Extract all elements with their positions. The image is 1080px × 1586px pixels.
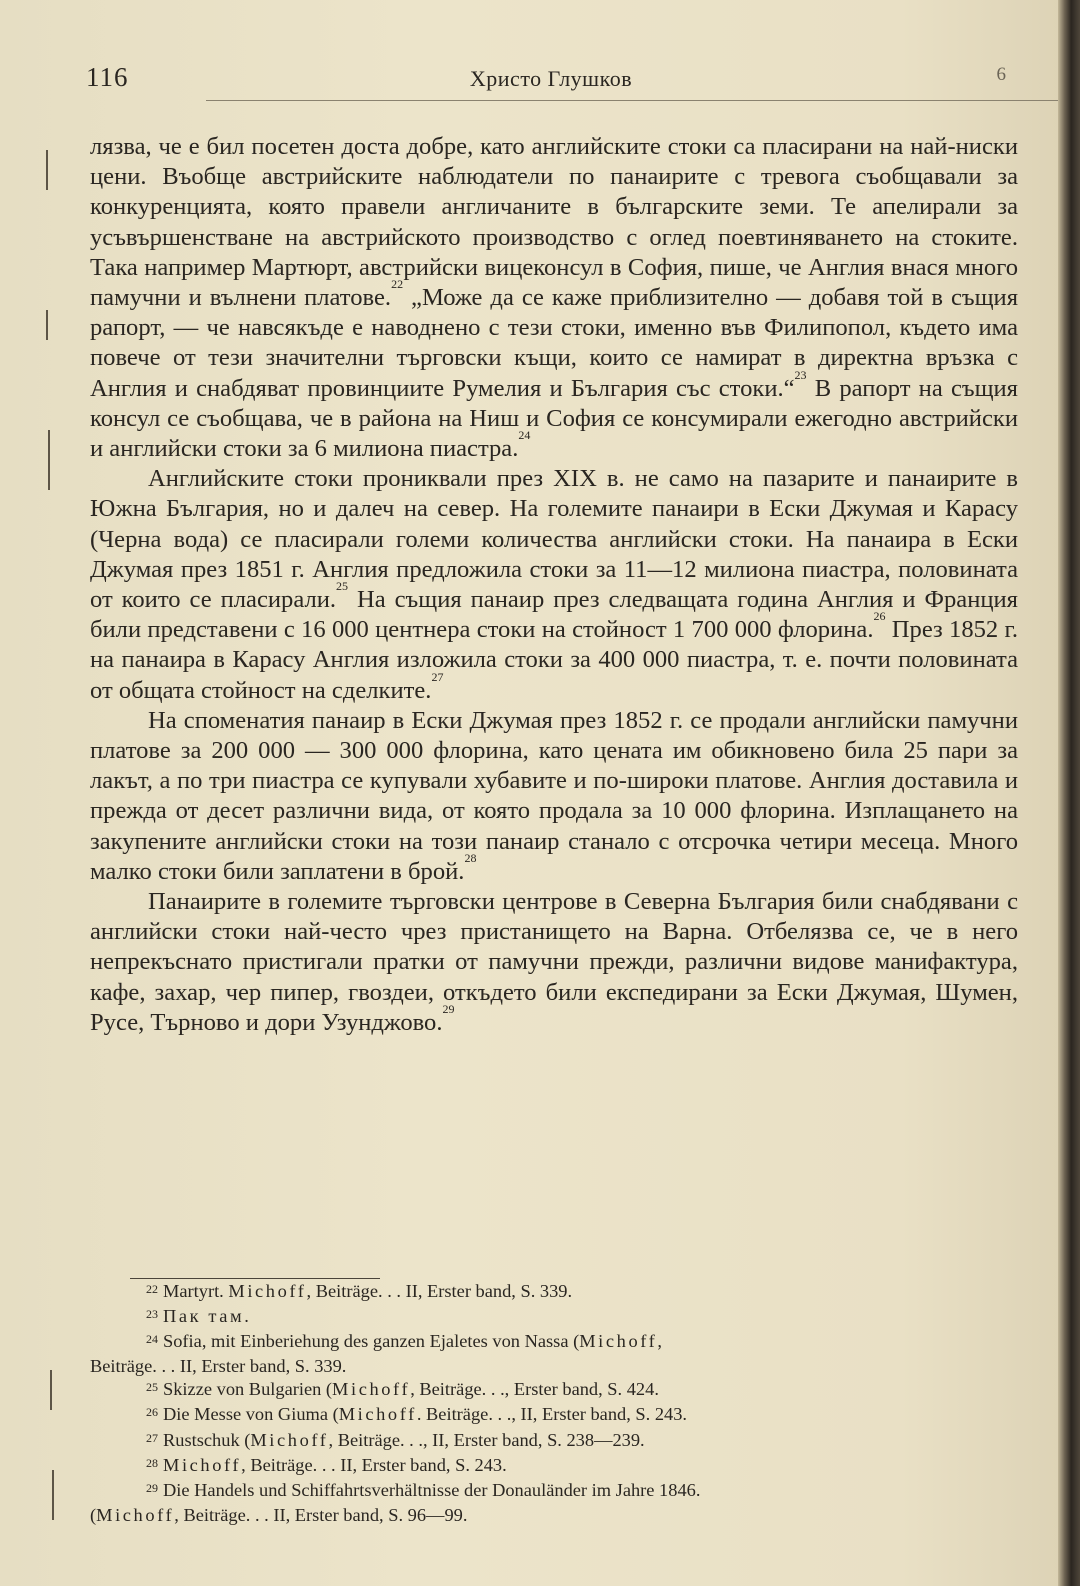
paragraph <box>90 464 1018 706</box>
footnote <box>90 1454 1016 1479</box>
footnote-continuation <box>90 1504 1016 1527</box>
footnote-number: 27 <box>146 1430 158 1445</box>
footnote-text: Die Handels und Schiffahrtsverhältnisse der Donauländer im Jahre 1846. <box>163 1479 701 1500</box>
signature-mark: 6 <box>996 64 1006 85</box>
paragraph <box>90 132 1018 464</box>
footnote-text: , Beiträge. . . II, Erster band, S. 243. <box>241 1454 507 1475</box>
footnote-ref[interactable]: 27 <box>431 669 444 684</box>
footnote-author: Michoff <box>338 1404 417 1425</box>
footnote-number: 26 <box>146 1405 158 1420</box>
footnote <box>90 1479 1016 1504</box>
footnote-number: 25 <box>146 1380 158 1395</box>
footnote-text: Die Messe von Giuma ( <box>163 1404 339 1425</box>
footnote-text: , <box>657 1331 662 1352</box>
footnote-number: 23 <box>146 1307 158 1322</box>
text-run: Английските стоки прониквали през XIX в. не само на пазарите и панаирите в Южна България, но и далеч на север. На големите панаири в Ески Джумая и Карасу (Черна вода) се пласирали големи количества английски стоки. На панаира в Ески Джумая през 1851 г. Англия предложила стоки за 11—12 милиона пиастра, половината от които се пласирали. <box>90 465 1018 614</box>
footnote-text: Skizze von Bulgarien ( <box>163 1379 333 1400</box>
page-header <box>86 62 1016 102</box>
footnote-text: . Beiträge. . ., II, Erster band, S. 243. <box>416 1404 688 1425</box>
footnote-text: Martyrt. <box>163 1281 229 1301</box>
footnote-ref[interactable]: 25 <box>336 579 349 594</box>
text-run: лязва, че е бил посетен доста добре, като английските стоки са пласирани на най-ниски цени. Въобще австрийските наблюдатели по панаирите с тревога съобщавали за конкуренцията, която правели англичаните в българските земи. Те апелирали за усъвършенстване на австрийското производство с оглед поевтиняването на стоките. Така например Мартюрт, австрийски вицеконсул в София, пише, че Англия внася много памучни и вълнени платове. <box>90 133 1018 312</box>
margin-pencil-mark <box>48 430 50 490</box>
footnote-author: Michoff <box>250 1429 329 1450</box>
margin-pencil-mark <box>46 150 48 190</box>
footnote-author: Michoff <box>332 1379 411 1400</box>
footnote-text: Rustschuk ( <box>163 1429 251 1450</box>
footnote-author: Michoff <box>579 1331 658 1352</box>
paragraph <box>90 887 1018 1038</box>
footnote <box>90 1280 1016 1305</box>
footnote-number: 24 <box>146 1332 158 1347</box>
footnote-author: Пак там. <box>163 1306 252 1327</box>
footnote-number: 28 <box>146 1455 158 1470</box>
footnote <box>90 1429 1016 1454</box>
paragraph <box>90 706 1018 887</box>
text-run: През 1852 г. на панаира в Карасу Англия изложила стоки за 400 000 пиастра, т. е. почти половината от общата стойност на сделките. <box>90 616 1018 704</box>
text-run: На споменатия панаир в Ески Джумая през 1852 г. се продали английски памучни платове за 200 000 — 300 000 флорина, като цената им обикновено била 25 пари за лакът, а по три пиастра се купували хубавите и по-широки платове. Англия доставила и прежда от десет различни вида, от която продала за 10 000 флорина. Изплащането на закупените английски стоки на този панаир станало с отсрочка четири месеца. Много малко стоки били заплатени в брой. <box>90 706 1018 885</box>
footnote-rule <box>130 1278 380 1279</box>
footnote-author: Michoff <box>96 1504 175 1525</box>
footnote-text: , Beiträge. . . II, Erster band, S. 339. <box>306 1281 573 1301</box>
footnote-number: 22 <box>146 1282 158 1296</box>
footnote-text: , Beiträge. . ., II, Erster band, S. 238—239. <box>328 1429 645 1450</box>
book-spine-shadow <box>1058 0 1080 1586</box>
footnote-continuation <box>90 1355 1016 1378</box>
footnote <box>90 1378 1016 1403</box>
footnote-ref[interactable]: 29 <box>442 1001 455 1016</box>
text-run: В рапорт на същия консул се съобщава, че в района на Ниш и София се консумирали ежегодно австрийски и английски стоки за 6 милиона пиастра. <box>90 374 1018 463</box>
running-title: Христо Глушков <box>469 66 633 91</box>
header-rule <box>206 100 1076 101</box>
footnote-ref[interactable]: 24 <box>518 428 531 443</box>
footnote-text: , Beiträge. . . II, Erster band, S. 96—99. <box>174 1504 468 1525</box>
footnotes <box>90 1280 1016 1527</box>
footnote-ref[interactable]: 26 <box>873 609 886 624</box>
footnote-text: , Beiträge. . ., Erster band, S. 424. <box>410 1379 659 1400</box>
footnote-text: ( <box>90 1504 97 1525</box>
main-text <box>90 132 1018 1038</box>
margin-pencil-mark <box>46 310 48 340</box>
footnote-ref[interactable]: 28 <box>464 850 477 865</box>
footnote <box>90 1305 1016 1330</box>
footnote <box>90 1330 1016 1355</box>
footnote-author: Michoff <box>163 1454 242 1475</box>
footnote-text: Beiträge. . . II, Erster band, S. 339. <box>90 1356 347 1377</box>
margin-pencil-mark <box>50 1370 52 1410</box>
footnote <box>90 1403 1016 1428</box>
footnote-ref[interactable]: 22 <box>391 277 404 292</box>
text-run: На същия панаир през следващата година Англия и Франция били представени с 16 000 центнера стоки на стойност 1 700 000 флорина. <box>90 586 1018 644</box>
footnote-text: Sofia, mit Einberiehung des ganzen Ejaletes von Nassa ( <box>163 1331 580 1352</box>
footnote-author: Michoff <box>228 1281 307 1301</box>
margin-pencil-mark <box>52 1470 54 1520</box>
footnote-number: 29 <box>146 1480 158 1495</box>
text-run: Панаирите в големите търговски центрове в Северна България били снабдявани с английски стоки най-често чрез пристанището на Варна. Отбелязва се, че в него непрекъснато пристигали пратки от памучни прежди, различни видове манифактура, кафе, захар, чер пипер, гвоздеи, откъдето били експедирани за Ески Джумая, Шумен, Русе, Търново и дори Узунджово. <box>90 888 1018 1036</box>
footnote-ref[interactable]: 23 <box>794 367 807 382</box>
text-run: „Може да се каже приблизително — добавя той в същия рапорт, — че навсякъде е наводнено с тези стоки, именно във Филипопол, където има повече от тези значителни търговски къщи, които се намират в директна връзка с Англия и снабдяват провинциите Румелия и България със стоки.“ <box>90 284 1019 402</box>
page-number: 116 <box>86 62 129 92</box>
